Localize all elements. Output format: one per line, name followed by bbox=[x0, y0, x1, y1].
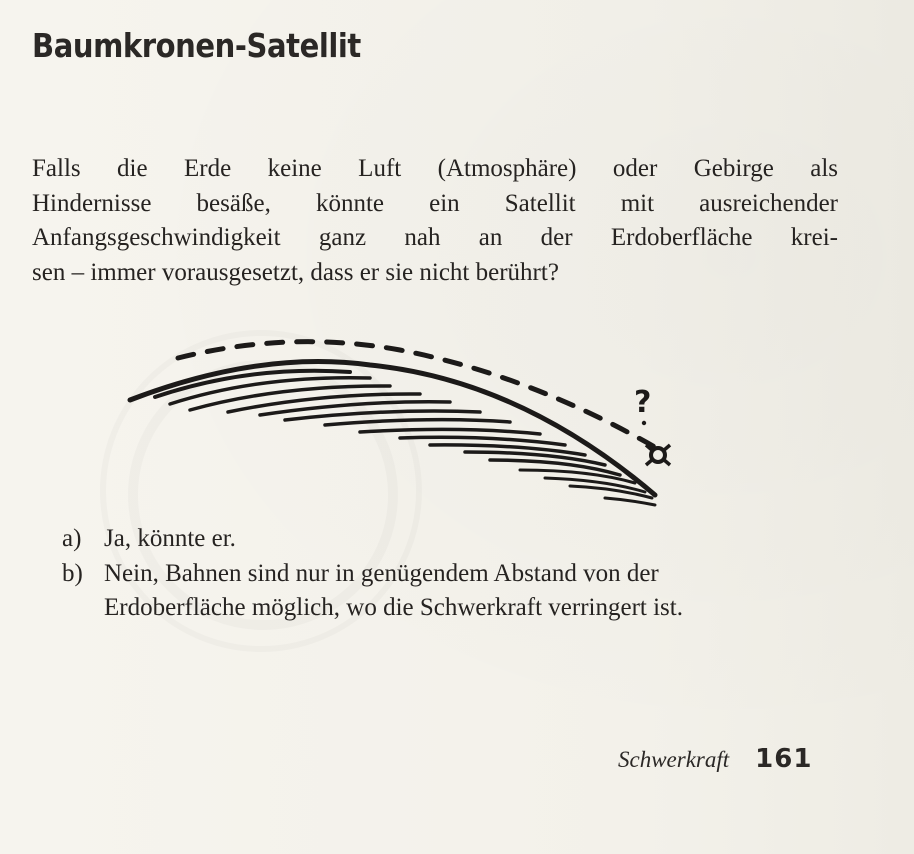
question-line: Falls die Erde keine Luft (Atmosphäre) oder Gebirge als bbox=[32, 155, 838, 182]
answer-option-a bbox=[62, 522, 764, 557]
answer-option-b bbox=[62, 557, 764, 626]
question-text bbox=[32, 152, 838, 290]
section-name: Schwerkraft bbox=[618, 747, 730, 772]
question-line: Hindernisse besäße, könnte ein Satellit mit ausreichender bbox=[32, 189, 838, 217]
question-line: sen – immer vorausgesetzt, dass er sie nicht berührt? bbox=[32, 258, 559, 286]
answer-text: Nein, Bahnen sind nur in genügendem Abstand von der Erdoberfläche möglich, wo die Schwerkraft verringert ist. bbox=[104, 559, 683, 621]
answer-marker: b) bbox=[62, 559, 83, 587]
question-dot bbox=[642, 421, 646, 425]
answer-options bbox=[62, 522, 764, 626]
page-title: Baumkronen-Satellit bbox=[32, 26, 361, 65]
answer-marker: a) bbox=[62, 525, 82, 552]
satellite-icon bbox=[646, 445, 670, 465]
answer-text: Ja, könnte er. bbox=[104, 525, 236, 552]
question-line: Anfangsgeschwindigkeit ganz nah an der Erdoberfläche krei- bbox=[32, 224, 838, 251]
orbit-illustration bbox=[100, 320, 700, 520]
page-footer bbox=[618, 744, 812, 774]
question-mark-label: ? bbox=[634, 385, 652, 420]
page-number: 161 bbox=[755, 744, 813, 774]
